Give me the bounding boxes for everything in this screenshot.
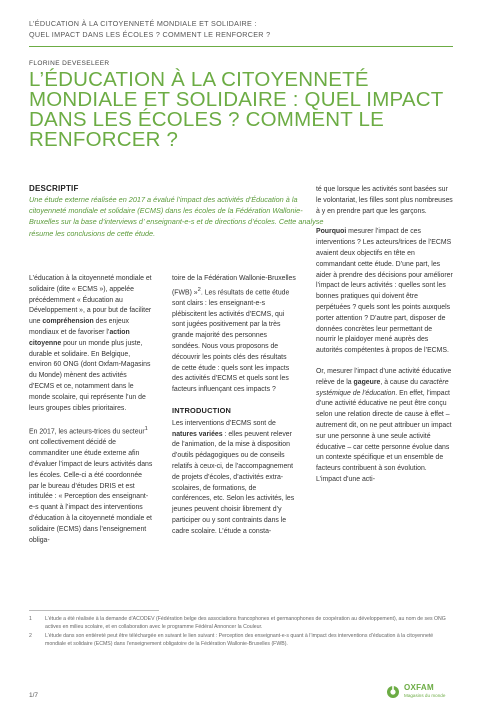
paragraph: L’éducation à la citoyenneté mondiale et solidaire (dite « ECMS »), appelée précédemment « Éducation au Développement », a pour but de faciliter une compréhension des enjeux mondiaux et de favoriser l’action citoyenne pour un monde plus juste, durable et solidaire. En Belgique, environ 60 ONG (dont Oxfam-Magasins du Monde) mènent des activités d’ECMS et ce, notamment dans le monde scolaire, qui représente l’un de leurs groupes cibles prioritaires. [29, 275, 152, 412]
text-column-2 [172, 274, 296, 548]
paragraph: Les interventions d’ECMS sont de natures variées : elles peuvent relever de l’animation, de la mise à disposition d’outils pédagogiques ou de conseils relatifs à ceux-ci, de l’accompagnement de projets d’écoles, d’activités extra-scolaires, de formations, de conférences, etc. Selon les activités, les jeunes peuvent choisir librement d’y participer ou y sont contraints dans le cadre scolaire. L’étude a consta- [172, 419, 295, 535]
page-title: L’ÉDUCATION À LA CITOYENNETÉ MONDIALE ET SOLIDAIRE : QUEL IMPACT DANS LES ÉCOLES ? COMMENT LE RENFORCER ? [29, 68, 444, 151]
footnote-text: L’étude a été réalisée à la demande d’ACODEV (Fédération belge des associations francophones et germanophones de coopération au développement), au nom de ses ONG actives en milieu scolaire, et en collaboration avec le programme Fédéral Annoncer la Couleur. [45, 616, 446, 630]
footnote-number: 1 [29, 616, 32, 622]
footnote [29, 616, 453, 631]
header-divider [29, 46, 453, 47]
logo-name: OXFAM [404, 683, 434, 692]
footnote [29, 633, 453, 648]
text-column-3 [316, 185, 453, 496]
paragraph: Or, mesurer l’impact d’une activité éducative relève de la gageure, à cause du caractère systémique de l’éducation. En effet, l’impact d’une activité éducative ne peut être conçu selon une relation directe de cause à effet – autrement dit, on ne peut attribuer un impact sur une personne à une seule activité éducative – car cette personne évolue dans un contexte spécifique et un ensemble de facteurs contribuent à son évolution. L’impact d’une acti- [316, 367, 452, 483]
footnote-text[interactable]: L’étude dans son entièreté peut être téléchargée en suivant le lien suivant : Perception des enseignant-e-s quant à l’impact des interventions d’éducation à la citoyenneté mondiale et solidaire (ECMS) dans l’enseignement obligatoire de la Fédération Wallonie-Bruxelles (FWB). [45, 633, 434, 647]
paragraph: toire de la Fédération Wallonie-Bruxelles (FWB) »$^2$. Les résultats de cette étude sont clairs : les enseignant-e-s plébiscitent les activités d’ECMS, qui sont jugées positivement par la très grande majorité des personnes sondées. Nous vous proposons de découvrir les points clés des résultats de cette étude : quels sont les impacts des activités d’ECMS et quels sont les facteurs influençant ces impacts ? [172, 275, 296, 394]
footnotes [29, 616, 453, 650]
paragraph: té que lorsque les activités sont basées sur le volontariat, les filles sont plus nombreuses à y en prendre part que les garçons. [316, 186, 453, 215]
logo-tagline: Magasins du monde [404, 693, 446, 698]
oxfam-logo [386, 684, 445, 700]
page-number: 1/7 [29, 692, 39, 699]
paragraph: En 2017, les acteurs-trices du secteur$^1$ ont collectivement décidé de commanditer une étude externe afin d’évaluer l’impact de leurs activités dans les écoles. Celle-ci a été coordonnée par le bureau d’études DRIS et est intitulée : « Perception des enseignant-e-s quant à l’impact des interventions d’éducation à la citoyenneté mondiale et solidaire (ECMS) dans l’enseignement obliga- [29, 426, 153, 544]
text-column-1 [29, 274, 153, 556]
footnote-divider [29, 610, 159, 611]
paragraph: Pourquoi mesurer l’impact de ces interventions ? Les acteurs/trices de l’ECMS avaient deux objectifs en tête en commandant cette étude. D’une part, les aider à prendre des décisions pour améliorer l’impact de leurs activités : quelles sont les bonnes pratiques qui doivent être perpétuées ? quels sont les points auxquels porter attention ? D’autre part, disposer de données concrètes leur permettant de nourrir le plaidoyer mené auprès des autorités compétentes à propos de l’ECMS. [316, 228, 453, 355]
running-header [29, 18, 449, 40]
footnote-ref[interactable]: 1 [144, 426, 148, 433]
author-name: FLORINE DEVESELEER [29, 60, 110, 67]
descriptif-heading: DESCRIPTIF [29, 184, 79, 193]
footnote-number: 2 [29, 633, 32, 640]
running-header-line2: QUEL IMPACT DANS LES ÉCOLES ? COMMENT LE RENFORCER ? [29, 30, 271, 39]
running-header-line1: L’ÉDUCATION À LA CITOYENNETÉ MONDIALE ET SOLIDAIRE : [29, 19, 257, 28]
descriptif-text: Une étude externe réalisée en 2017 a évalué l’impact des activités d’Éducation à la citoyenneté mondiale et solidaire (ECMS) dans les écoles de la Fédération Wallonie-Bruxelles sur la base d’interviews d’ enseignant-e-s et de directions d’écoles. Cette analyse résume les conclusions de cette étude. [29, 195, 324, 238]
oxfam-logo-icon [386, 685, 400, 699]
footnote-ref[interactable]: 2 [197, 286, 201, 293]
introduction-heading: INTRODUCTION [172, 406, 232, 416]
